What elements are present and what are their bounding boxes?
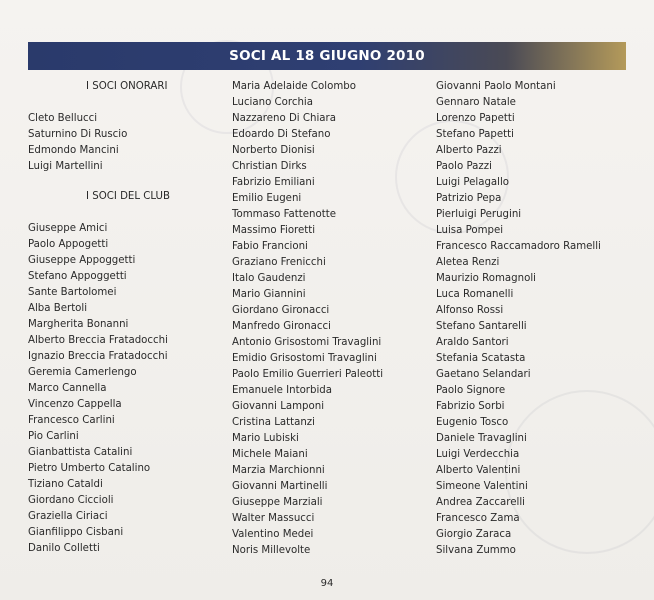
member-name: Patrizio Pepa xyxy=(436,193,502,204)
member-name: Edmondo Mancini xyxy=(28,145,119,156)
member-name: Paolo Signore xyxy=(436,385,506,396)
member-name: Alfonso Rossi xyxy=(436,305,504,316)
member-name: Gianfilippo Cisbani xyxy=(28,527,124,538)
member-name: Graziella Ciriaci xyxy=(28,511,108,522)
member-name: Eugenio Tosco xyxy=(436,417,509,428)
member-name: Cristina Lattanzi xyxy=(232,417,315,428)
member-name: Luisa Pompei xyxy=(436,225,504,236)
club-members-list xyxy=(232,79,432,559)
member-name: Simeone Valentini xyxy=(436,481,528,492)
member-name: Antonio Grisostomi Travaglini xyxy=(232,337,382,348)
member-name: Tiziano Cataldi xyxy=(28,479,103,490)
honorary-heading: I SOCI ONORARI xyxy=(86,81,168,92)
member-name: Emidio Grisostomi Travaglini xyxy=(232,353,377,364)
member-name: Stefania Scatasta xyxy=(436,353,526,364)
member-name: Cleto Bellucci xyxy=(28,113,98,124)
member-name: Giuseppe Amici xyxy=(28,223,108,234)
member-name: Silvana Zummo xyxy=(436,545,516,556)
member-name: Giordano Gironacci xyxy=(232,305,330,316)
club-heading: I SOCI DEL CLUB xyxy=(86,191,171,202)
member-name: Margherita Bonanni xyxy=(28,319,129,330)
member-name: Danilo Colletti xyxy=(28,543,100,554)
member-name: Emanuele Intorbida xyxy=(232,385,333,396)
member-name: Noris Millevolte xyxy=(232,545,311,556)
member-name: Gennaro Natale xyxy=(436,97,516,108)
member-name: Stefano Papetti xyxy=(436,129,514,140)
member-name: Giorgio Zaraca xyxy=(436,529,512,540)
member-name: Marzia Marchionni xyxy=(232,465,325,476)
member-name: Paolo Emilio Guerrieri Paleotti xyxy=(232,369,384,380)
member-name: Stefano Santarelli xyxy=(436,321,527,332)
member-name: Alberto Pazzi xyxy=(436,145,502,156)
member-name: Ignazio Breccia Fratadocchi xyxy=(28,351,168,362)
member-name: Walter Massucci xyxy=(232,513,315,524)
member-name: Edoardo Di Stefano xyxy=(232,129,331,140)
column-2 xyxy=(232,79,432,559)
member-name: Christian Dirks xyxy=(232,161,307,172)
member-name: Alberto Breccia Fratadocchi xyxy=(28,335,168,346)
member-name: Alba Bertoli xyxy=(28,303,88,314)
member-name: Giuseppe Appoggetti xyxy=(28,255,136,266)
member-name: Vincenzo Cappella xyxy=(28,399,122,410)
member-name: Giovanni Martinelli xyxy=(232,481,328,492)
member-name: Luciano Corchia xyxy=(232,97,313,108)
member-name: Valentino Medei xyxy=(232,529,314,540)
member-name: Massimo Fioretti xyxy=(232,225,316,236)
member-name: Giovanni Lamponi xyxy=(232,401,325,412)
member-name: Gianbattista Catalini xyxy=(28,447,133,458)
page-title: SOCI AL 18 GIUGNO 2010 xyxy=(229,48,425,64)
member-name: Emilio Eugeni xyxy=(232,193,302,204)
member-name: Tommaso Fattenotte xyxy=(232,209,336,220)
member-name: Luigi Verdecchia xyxy=(436,449,520,460)
member-name: Alberto Valentini xyxy=(436,465,521,476)
member-name: Geremia Camerlengo xyxy=(28,367,137,378)
member-name: Sante Bartolomei xyxy=(28,287,117,298)
member-name: Graziano Frenicchi xyxy=(232,257,326,268)
title-bar xyxy=(28,42,626,70)
member-name: Lorenzo Papetti xyxy=(436,113,515,124)
member-name: Nazzareno Di Chiara xyxy=(232,113,336,124)
member-name: Mario Lubiski xyxy=(232,433,299,444)
member-name: Luca Romanelli xyxy=(436,289,514,300)
member-name: Daniele Travaglini xyxy=(436,433,527,444)
column-1 xyxy=(28,79,228,557)
member-name: Gaetano Selandari xyxy=(436,369,531,380)
member-name: Fabio Francioni xyxy=(232,241,308,252)
member-name: Giordano Ciccioli xyxy=(28,495,114,506)
member-name: Francesco Zama xyxy=(436,513,520,524)
member-name: Marco Cannella xyxy=(28,383,107,394)
member-name: Giovanni Paolo Montani xyxy=(436,81,556,92)
member-name: Fabrizio Sorbi xyxy=(436,401,505,412)
member-name: Francesco Raccamadoro Ramelli xyxy=(436,241,601,252)
member-name: Pio Carlini xyxy=(28,431,79,442)
member-name: Maria Adelaide Colombo xyxy=(232,81,356,92)
member-name: Luigi Martellini xyxy=(28,161,103,172)
member-name: Mario Giannini xyxy=(232,289,306,300)
member-name: Fabrizio Emiliani xyxy=(232,177,315,188)
club-members-list xyxy=(28,221,228,557)
member-name: Francesco Carlini xyxy=(28,415,115,426)
member-name: Stefano Appoggetti xyxy=(28,271,127,282)
member-name: Manfredo Gironacci xyxy=(232,321,331,332)
member-name: Pietro Umberto Catalino xyxy=(28,463,151,474)
member-name: Aletea Renzi xyxy=(436,257,500,268)
member-name: Araldo Santori xyxy=(436,337,509,348)
member-name: Norberto Dionisi xyxy=(232,145,315,156)
member-name: Michele Maiani xyxy=(232,449,308,460)
member-name: Andrea Zaccarelli xyxy=(436,497,525,508)
member-name: Giuseppe Marziali xyxy=(232,497,323,508)
member-name: Paolo Pazzi xyxy=(436,161,492,172)
member-name: Saturnino Di Ruscio xyxy=(28,129,128,140)
member-name: Maurizio Romagnoli xyxy=(436,273,536,284)
club-members-list xyxy=(436,79,646,559)
honorary-members-list xyxy=(28,111,228,175)
page-number: 94 xyxy=(320,578,334,589)
member-name: Luigi Pelagallo xyxy=(436,177,510,188)
member-name: Italo Gaudenzi xyxy=(232,273,306,284)
member-name: Paolo Appogetti xyxy=(28,239,109,250)
column-3 xyxy=(436,79,646,559)
member-name: Pierluigi Perugini xyxy=(436,209,522,220)
